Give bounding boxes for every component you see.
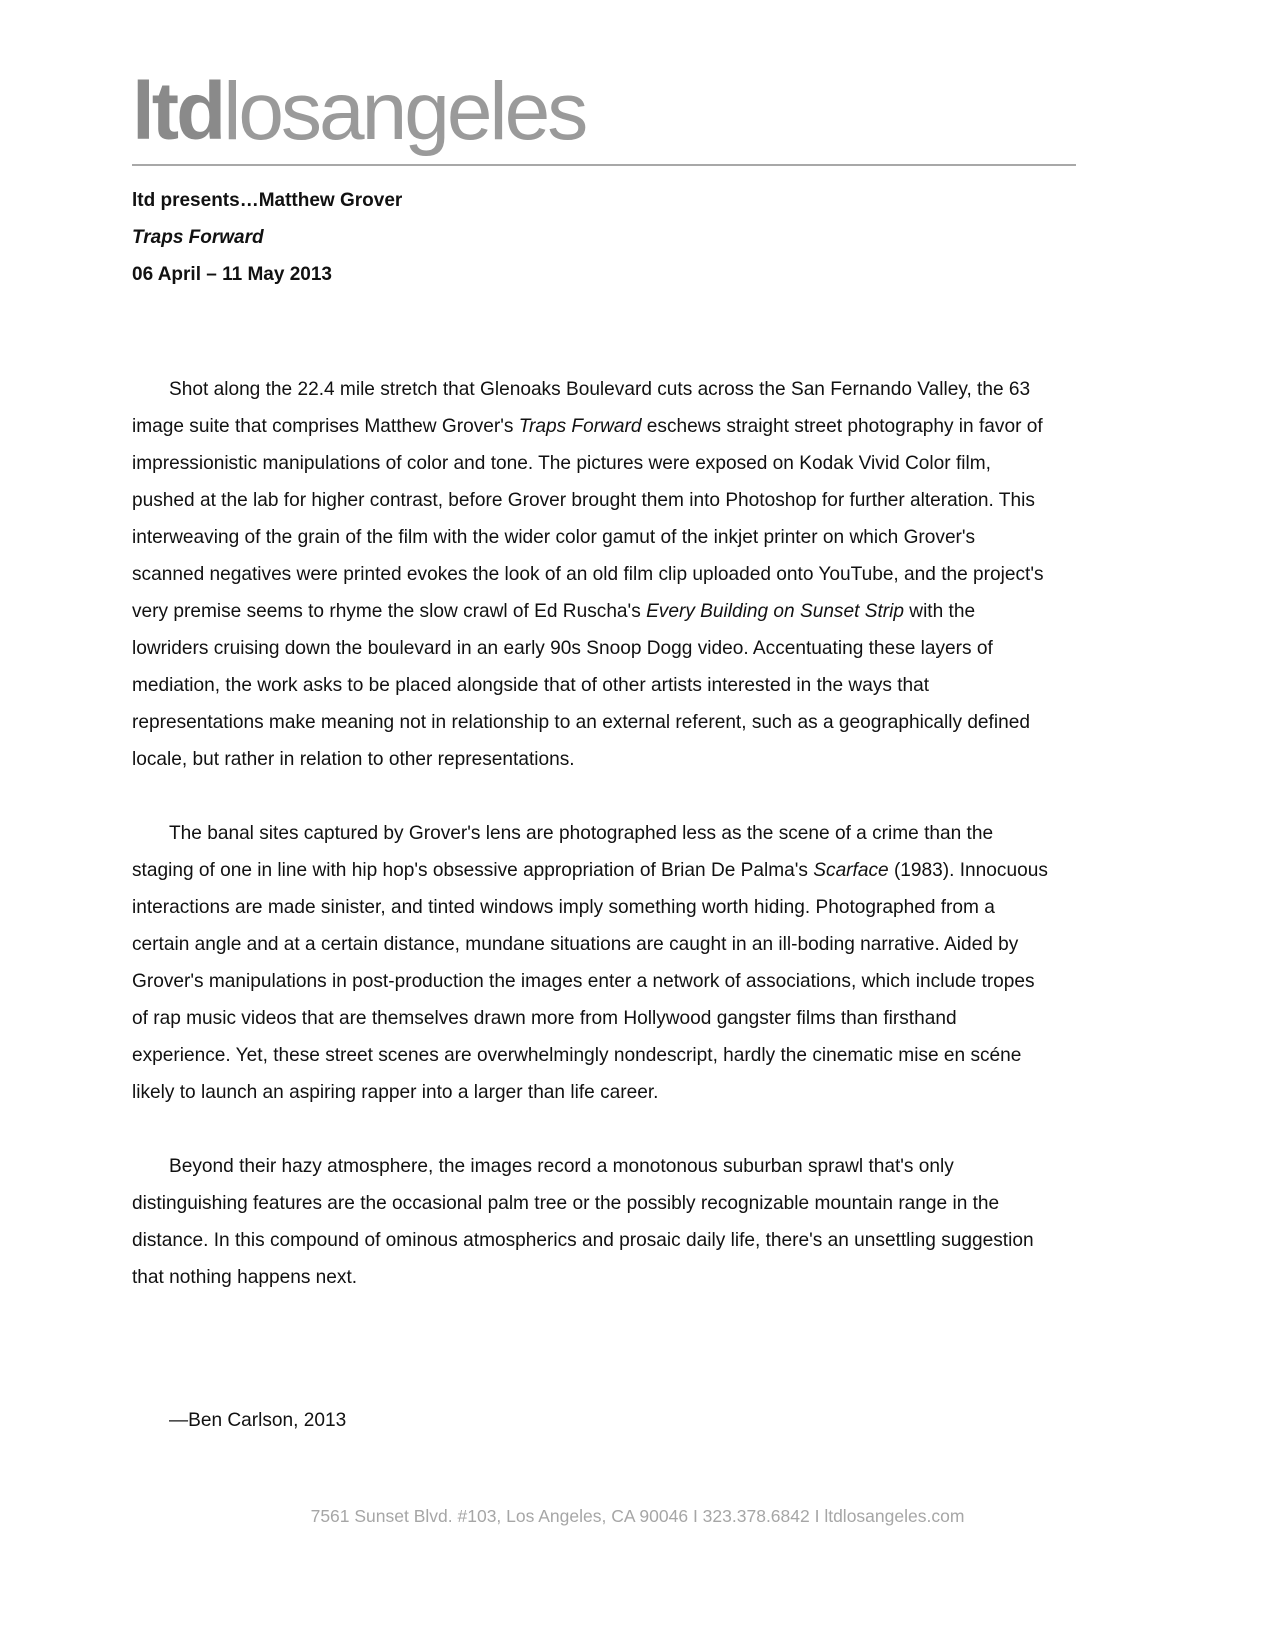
- italic-work-title: Traps Forward: [518, 416, 642, 437]
- text-line: [132, 1222, 1132, 1259]
- exhibition-title: Traps Forward: [132, 227, 264, 248]
- text-line: [132, 741, 1132, 778]
- text-run: likely to launch an aspiring rapper into a larger than life career.: [132, 1082, 659, 1103]
- text-run: of rap music videos that are themselves drawn more from Hollywood gangster films than firsthand: [132, 1008, 957, 1029]
- text-run: pushed at the lab for higher contrast, before Grover brought them into Photoshop for further alteration. This: [132, 490, 1035, 511]
- italic-work-title: Every Building on Sunset Strip: [646, 601, 904, 622]
- text-run: staging of one in line with hip hop's obsessive appropriation of Brian De Palma's: [132, 860, 814, 881]
- text-run: representations make meaning not in relationship to an external referent, such as a geographically defined: [132, 712, 1030, 733]
- address-footer: 7561 Sunset Blvd. #103, Los Angeles, CA 90046 I 323.378.6842 I ltdlosangeles.com: [310, 1506, 965, 1526]
- italic-work-title: Scarface: [813, 860, 889, 881]
- text-run: Shot along the 22.4 mile stretch that Glenoaks Boulevard cuts across the San Fernando Valley, the 63: [169, 379, 1031, 400]
- text-line: [132, 667, 1132, 704]
- text-run: interactions are made sinister, and tinted windows imply something worth hiding. Photographed from a: [132, 897, 995, 918]
- text-line: [132, 630, 1132, 667]
- text-run: (1983). Innocuous: [888, 860, 1048, 881]
- text-run: The banal sites captured by Grover's lens are photographed less as the scene of a crime than the: [169, 823, 994, 844]
- text-run: impressionistic manipulations of color and tone. The pictures were exposed on Kodak Vivid Color film,: [132, 453, 991, 474]
- text-run: distinguishing features are the occasional palm tree or the possibly recognizable mountain range in the: [132, 1193, 1000, 1214]
- text-line: [132, 1148, 1132, 1185]
- text-line: [132, 1259, 1132, 1296]
- text-line: [132, 815, 1132, 852]
- paragraph-3: [132, 1148, 1132, 1296]
- text-run: locale, but rather in relation to other representations.: [132, 749, 575, 770]
- text-line: [132, 1037, 1132, 1074]
- text-line: [132, 408, 1132, 445]
- text-line: [132, 889, 1132, 926]
- logo-ltd-text: ltd: [132, 66, 224, 157]
- text-run: image suite that comprises Matthew Grover's: [132, 416, 519, 437]
- text-run: Beyond their hazy atmosphere, the images record a monotonous suburban sprawl that's only: [169, 1156, 954, 1177]
- header-divider: [132, 164, 1076, 166]
- text-line: [132, 852, 1132, 889]
- text-line: [132, 1185, 1132, 1222]
- text-run: that nothing happens next.: [132, 1267, 358, 1288]
- text-run: with the: [903, 601, 976, 622]
- exhibition-dates: 06 April – 11 May 2013: [132, 264, 332, 285]
- exhibition-header: [132, 186, 402, 297]
- text-line: [132, 1074, 1132, 1111]
- presenter-line: ltd presents…Matthew Grover: [132, 190, 403, 211]
- text-run: distance. In this compound of ominous atmospherics and prosaic daily life, there's an unsettling suggestion: [132, 1230, 1034, 1251]
- text-line: [132, 963, 1132, 1000]
- essay-body: [132, 371, 1132, 1333]
- text-run: scanned negatives were printed evokes the look of an old film clip uploaded onto YouTube, and the project's: [132, 564, 1044, 585]
- text-line: [132, 1000, 1132, 1037]
- text-line: [132, 445, 1132, 482]
- text-line: [132, 519, 1132, 556]
- text-run: eschews straight street photography in favor of: [641, 416, 1043, 437]
- text-run: lowriders cruising down the boulevard in an early 90s Snoop Dogg video. Accentuating these layers of: [132, 638, 993, 659]
- text-run: certain angle and at a certain distance, mundane situations are caught in an ill-boding narrative. Aided by: [132, 934, 1019, 955]
- ltd-los-angeles-logo: [132, 66, 586, 157]
- author-signature: —Ben Carlson, 2013: [169, 1410, 347, 1431]
- text-line: [132, 556, 1132, 593]
- text-line: [132, 593, 1132, 630]
- logo-losangeles-text: losangeles: [223, 66, 586, 157]
- text-run: Grover's manipulations in post-production the images enter a network of associations, which include tropes: [132, 971, 1035, 992]
- paragraph-1: [132, 371, 1132, 778]
- text-run: very premise seems to rhyme the slow crawl of Ed Ruscha's: [132, 601, 647, 622]
- text-line: [132, 482, 1132, 519]
- text-line: [132, 371, 1132, 408]
- text-line: [132, 926, 1132, 963]
- text-run: mediation, the work asks to be placed alongside that of other artists interested in the ways that: [132, 675, 930, 696]
- text-run: experience. Yet, these street scenes are overwhelmingly nondescript, hardly the cinematic mise en scéne: [132, 1045, 1022, 1066]
- text-line: [132, 704, 1132, 741]
- text-run: interweaving of the grain of the film with the wider color gamut of the inkjet printer on which Grover's: [132, 527, 976, 548]
- paragraph-2: [132, 815, 1132, 1111]
